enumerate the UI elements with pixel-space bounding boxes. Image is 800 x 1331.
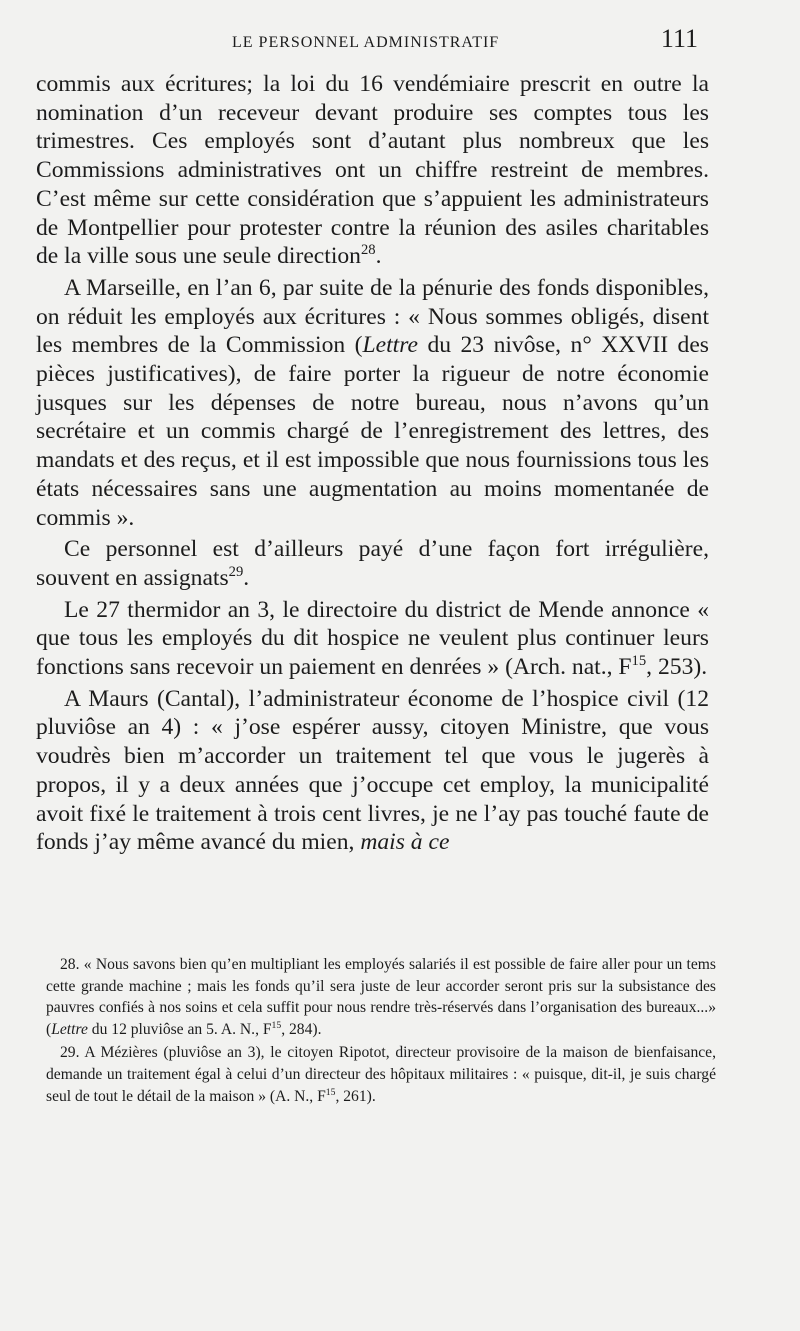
paragraph-1-text: commis aux écritures; la loi du 16 vendémiaire prescrit en outre la nomination d’un receveur devant produire ses comptes tous les trimestres. Ces employés sont d’autant plus nombreux que les Commissions administratives ont un chiffre restreint de membres. C’est même sur cette considération que s’appuient les administrateurs de Montpellier pour protester contre la réunion des asiles charitables de la ville sous une seule direction xyxy=(36,71,709,270)
page-header xyxy=(0,24,800,64)
italic-lettre: Lettre xyxy=(362,332,418,359)
footnote-29: 29. A Mézières (pluviôse an 3), le citoyen Ripotot, directeur provisoire de la maison de bienfaisance, demande un traitement égal à celui d’un directeur des hôpitaux militaires : « puisque, dit-il, je suis chargé seul de tout le détail de la maison » (A. N., $F^{15}$, 261). xyxy=(46,1044,716,1105)
main-text xyxy=(36,70,709,857)
footnotes xyxy=(46,954,716,1107)
footnote-ref-28[interactable]: 28 xyxy=(360,242,376,259)
footnote-ref-29[interactable]: 29 xyxy=(228,564,244,581)
paragraph-4: Le 27 thermidor an 3, le directoire du district de Mende annonce « que tous les employés du dit hospice ne veulent plus continuer leurs fonctions sans recevoir un paiement en denrées » (Arch. nat., $F^{15}$, 253). xyxy=(36,596,709,681)
paragraph-1: commis aux écritures; la loi du 16 vendémiaire prescrit en outre la nomination d’un receveur devant produire ses comptes tous les trimestres. Ces employés sont d’autant plus nombreux que les Commissions administratives ont un chiffre restreint de membres. C’est même sur cette considération que s’appuient les administrateurs de Montpellier pour protester contre la réunion des asiles charitables de la ville sous une seule direction$^{28}$. xyxy=(36,71,709,270)
series-superscript: 15 xyxy=(631,653,647,670)
footnote-28: 28. « Nous savons bien qu’en multipliant les employés salariés il est possible de faire aller pour un tems cette grande machine ; mais les fonds qu’il sera juste de leur accorder seront pris sur la subsistance des pauvres confiés à nos soins et cela suffit pour nous rendre très-réservés dans l’organisation des bureaux...» (Lettre du 12 pluviôse an 5. A. N., $F^{15}$, 284). xyxy=(46,956,716,1038)
paragraph-3: Ce personnel est d’ailleurs payé d’une façon fort irrégulière, souvent en assignats$^{29}$. xyxy=(36,536,709,591)
italic-continuation: mais à ce xyxy=(360,829,450,856)
page-number: 111 xyxy=(660,24,698,53)
running-title: LE PERSONNEL ADMINISTRATIF xyxy=(232,34,500,51)
paragraph-2: A Marseille, en l’an 6, par suite de la pénurie des fonds disponibles, on réduit les employés aux écritures : « Nous sommes obligés, disent les membres de la Commission (Lettre du 23 nivôse, n° XXVII des pièces justificatives), de faire porter la rigueur de notre économie jusques sur les dépenses de notre bureau, nous n’avons qu’un secrétaire et un commis chargé de l’enregistrement des lettres, des mandats et des reçus, et il est impossible que nous fournissions tous les états nécessaires sans une augmentation au moins momentanée de commis ». xyxy=(36,274,709,531)
paragraph-5: A Maurs (Cantal), l’administrateur économe de l’hospice civil (12 pluviôse an 4) : « j’ose espérer aussy, citoyen Ministre, que vous voudrès bien m’accorder un traitement tel que vous le jugerès à propos, il y a deux années que j’occupe cet employ, la municipalité avoit fixé le traitement à trois cent livres, je ne l’ay pas touché faute de fonds j’ay même avancé du mien, mais à ce xyxy=(36,685,709,856)
